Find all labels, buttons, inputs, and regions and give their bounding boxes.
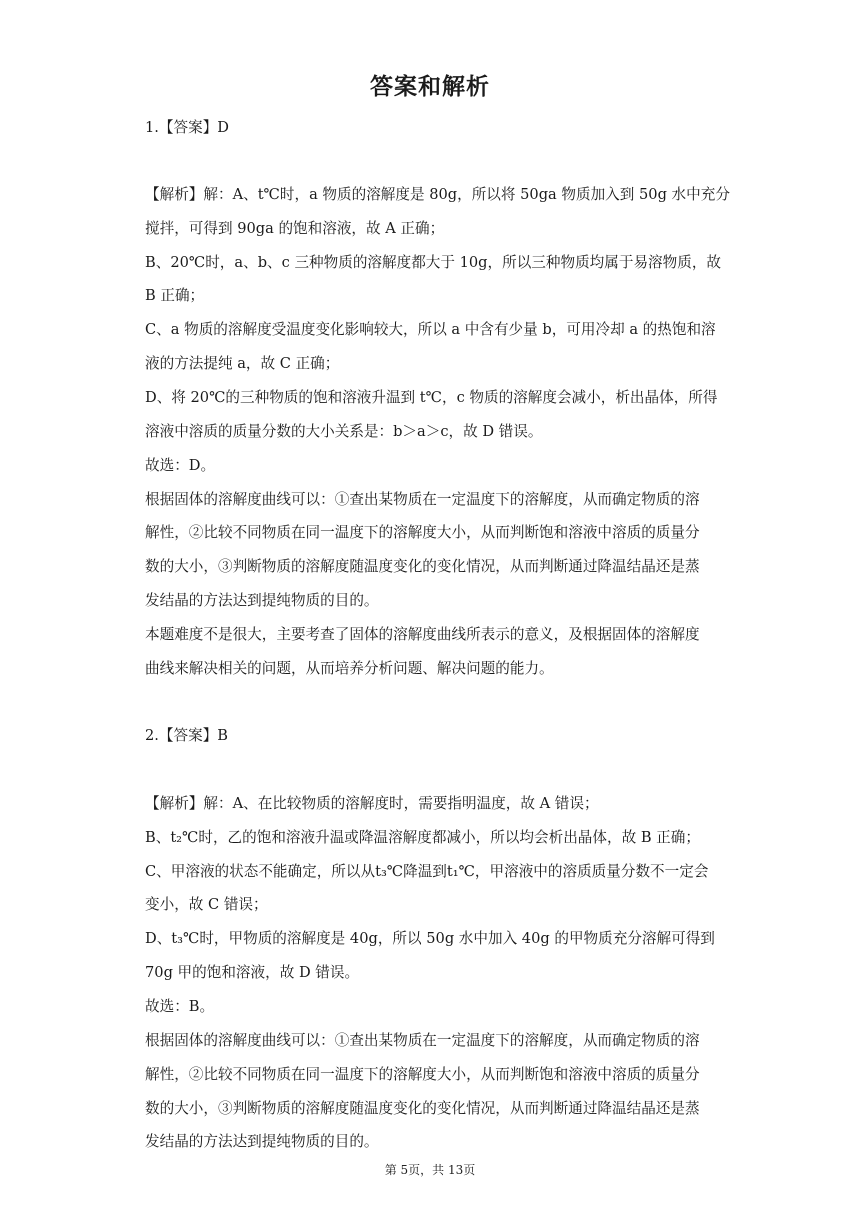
answer-1-analysis-line: B、20℃时，a、b、c 三种物质的溶解度都大于 10g，所以三种物质均属于易溶物质，故 — [145, 254, 722, 271]
answer-2-analysis-line: 变小，故 C 错误； — [145, 896, 268, 913]
answer-2-heading: 2.【答案】B — [145, 727, 229, 744]
answer-1-analysis-line: 数的大小，③判断物质的溶解度随温度变化的变化情况，从而判断通过降温结晶还是蒸 — [145, 558, 700, 575]
answer-1-choice: 故选：D。 — [145, 457, 216, 474]
answer-2-analysis-line: 根据固体的溶解度曲线可以：①查出某物质在一定温度下的溶解度，从而确定物质的溶 — [145, 1032, 700, 1049]
answer-1-analysis-line: 本题难度不是很大，主要考查了固体的溶解度曲线所表示的意义，及根据固体的溶解度 — [145, 626, 700, 643]
answer-2-analysis-line: D、t₃℃时，甲物质的溶解度是 40g，所以 50g 水中加入 40g 的甲物质充分溶解可得到 — [145, 930, 715, 947]
answer-2-analysis-line: 70g 甲的饱和溶液，故 D 错误。 — [145, 964, 360, 981]
answer-1-analysis-line: 【解析】解：A、t℃时，a 物质的溶解度是 80g，所以将 50ga 物质加入到 50g 水中充分 — [145, 186, 730, 203]
answer-1-analysis-line: 根据固体的溶解度曲线可以：①查出某物质在一定温度下的溶解度，从而确定物质的溶 — [145, 491, 700, 508]
answer-1-analysis-line: B 正确； — [145, 287, 205, 304]
answer-1-heading: 1.【答案】D — [145, 119, 229, 136]
answer-2-analysis-line: 发结晶的方法达到提纯物质的目的。 — [145, 1133, 379, 1150]
answer-1-analysis-line: D、将 20℃的三种物质的饱和溶液升温到 t℃，c 物质的溶解度会减小，析出晶体，所得 — [145, 389, 718, 406]
answer-1-analysis-line: 发结晶的方法达到提纯物质的目的。 — [145, 592, 379, 609]
answer-1-analysis-line: 解性，②比较不同物质在同一温度下的溶解度大小，从而判断饱和溶液中溶质的质量分 — [145, 524, 700, 541]
answer-2-analysis-line: 数的大小，③判断物质的溶解度随温度变化的变化情况，从而判断通过降温结晶还是蒸 — [145, 1100, 700, 1117]
page-title: 答案和解析 — [370, 74, 490, 100]
answer-1-analysis-line: C、a 物质的溶解度受温度变化影响较大，所以 a 中含有少量 b，可用冷却 a 的热饱和溶 — [145, 321, 716, 338]
answer-2-choice: 故选：B。 — [145, 998, 215, 1015]
answer-1-analysis-line: 溶液中溶质的质量分数的大小关系是：b＞a＞c，故 D 错误。 — [145, 423, 543, 440]
answer-2-analysis-line: B、t₂℃时，乙的饱和溶液升温或降温溶解度都减小，所以均会析出晶体，故 B 正确； — [145, 829, 700, 846]
answer-2-analysis-line: C、甲溶液的状态不能确定，所以从t₃℃降温到t₁℃，甲溶液中的溶质质量分数不一定会 — [145, 863, 709, 880]
answer-1-analysis-line: 液的方法提纯 a，故 C 正确； — [145, 355, 340, 372]
answer-2-analysis-line: 解性，②比较不同物质在同一温度下的溶解度大小，从而判断饱和溶液中溶质的质量分 — [145, 1066, 700, 1083]
page-footer: 第 5页，共 13页 — [384, 1163, 476, 1177]
answer-1-analysis-line: 搅拌，可得到 90ga 的饱和溶液，故 A 正确； — [145, 220, 445, 237]
answer-1-analysis-line: 曲线来解决相关的问题，从而培养分析问题、解决问题的能力。 — [145, 660, 554, 677]
answer-2-analysis-line: 【解析】解：A、在比较物质的溶解度时，需要指明温度，故 A 错误； — [145, 795, 599, 812]
